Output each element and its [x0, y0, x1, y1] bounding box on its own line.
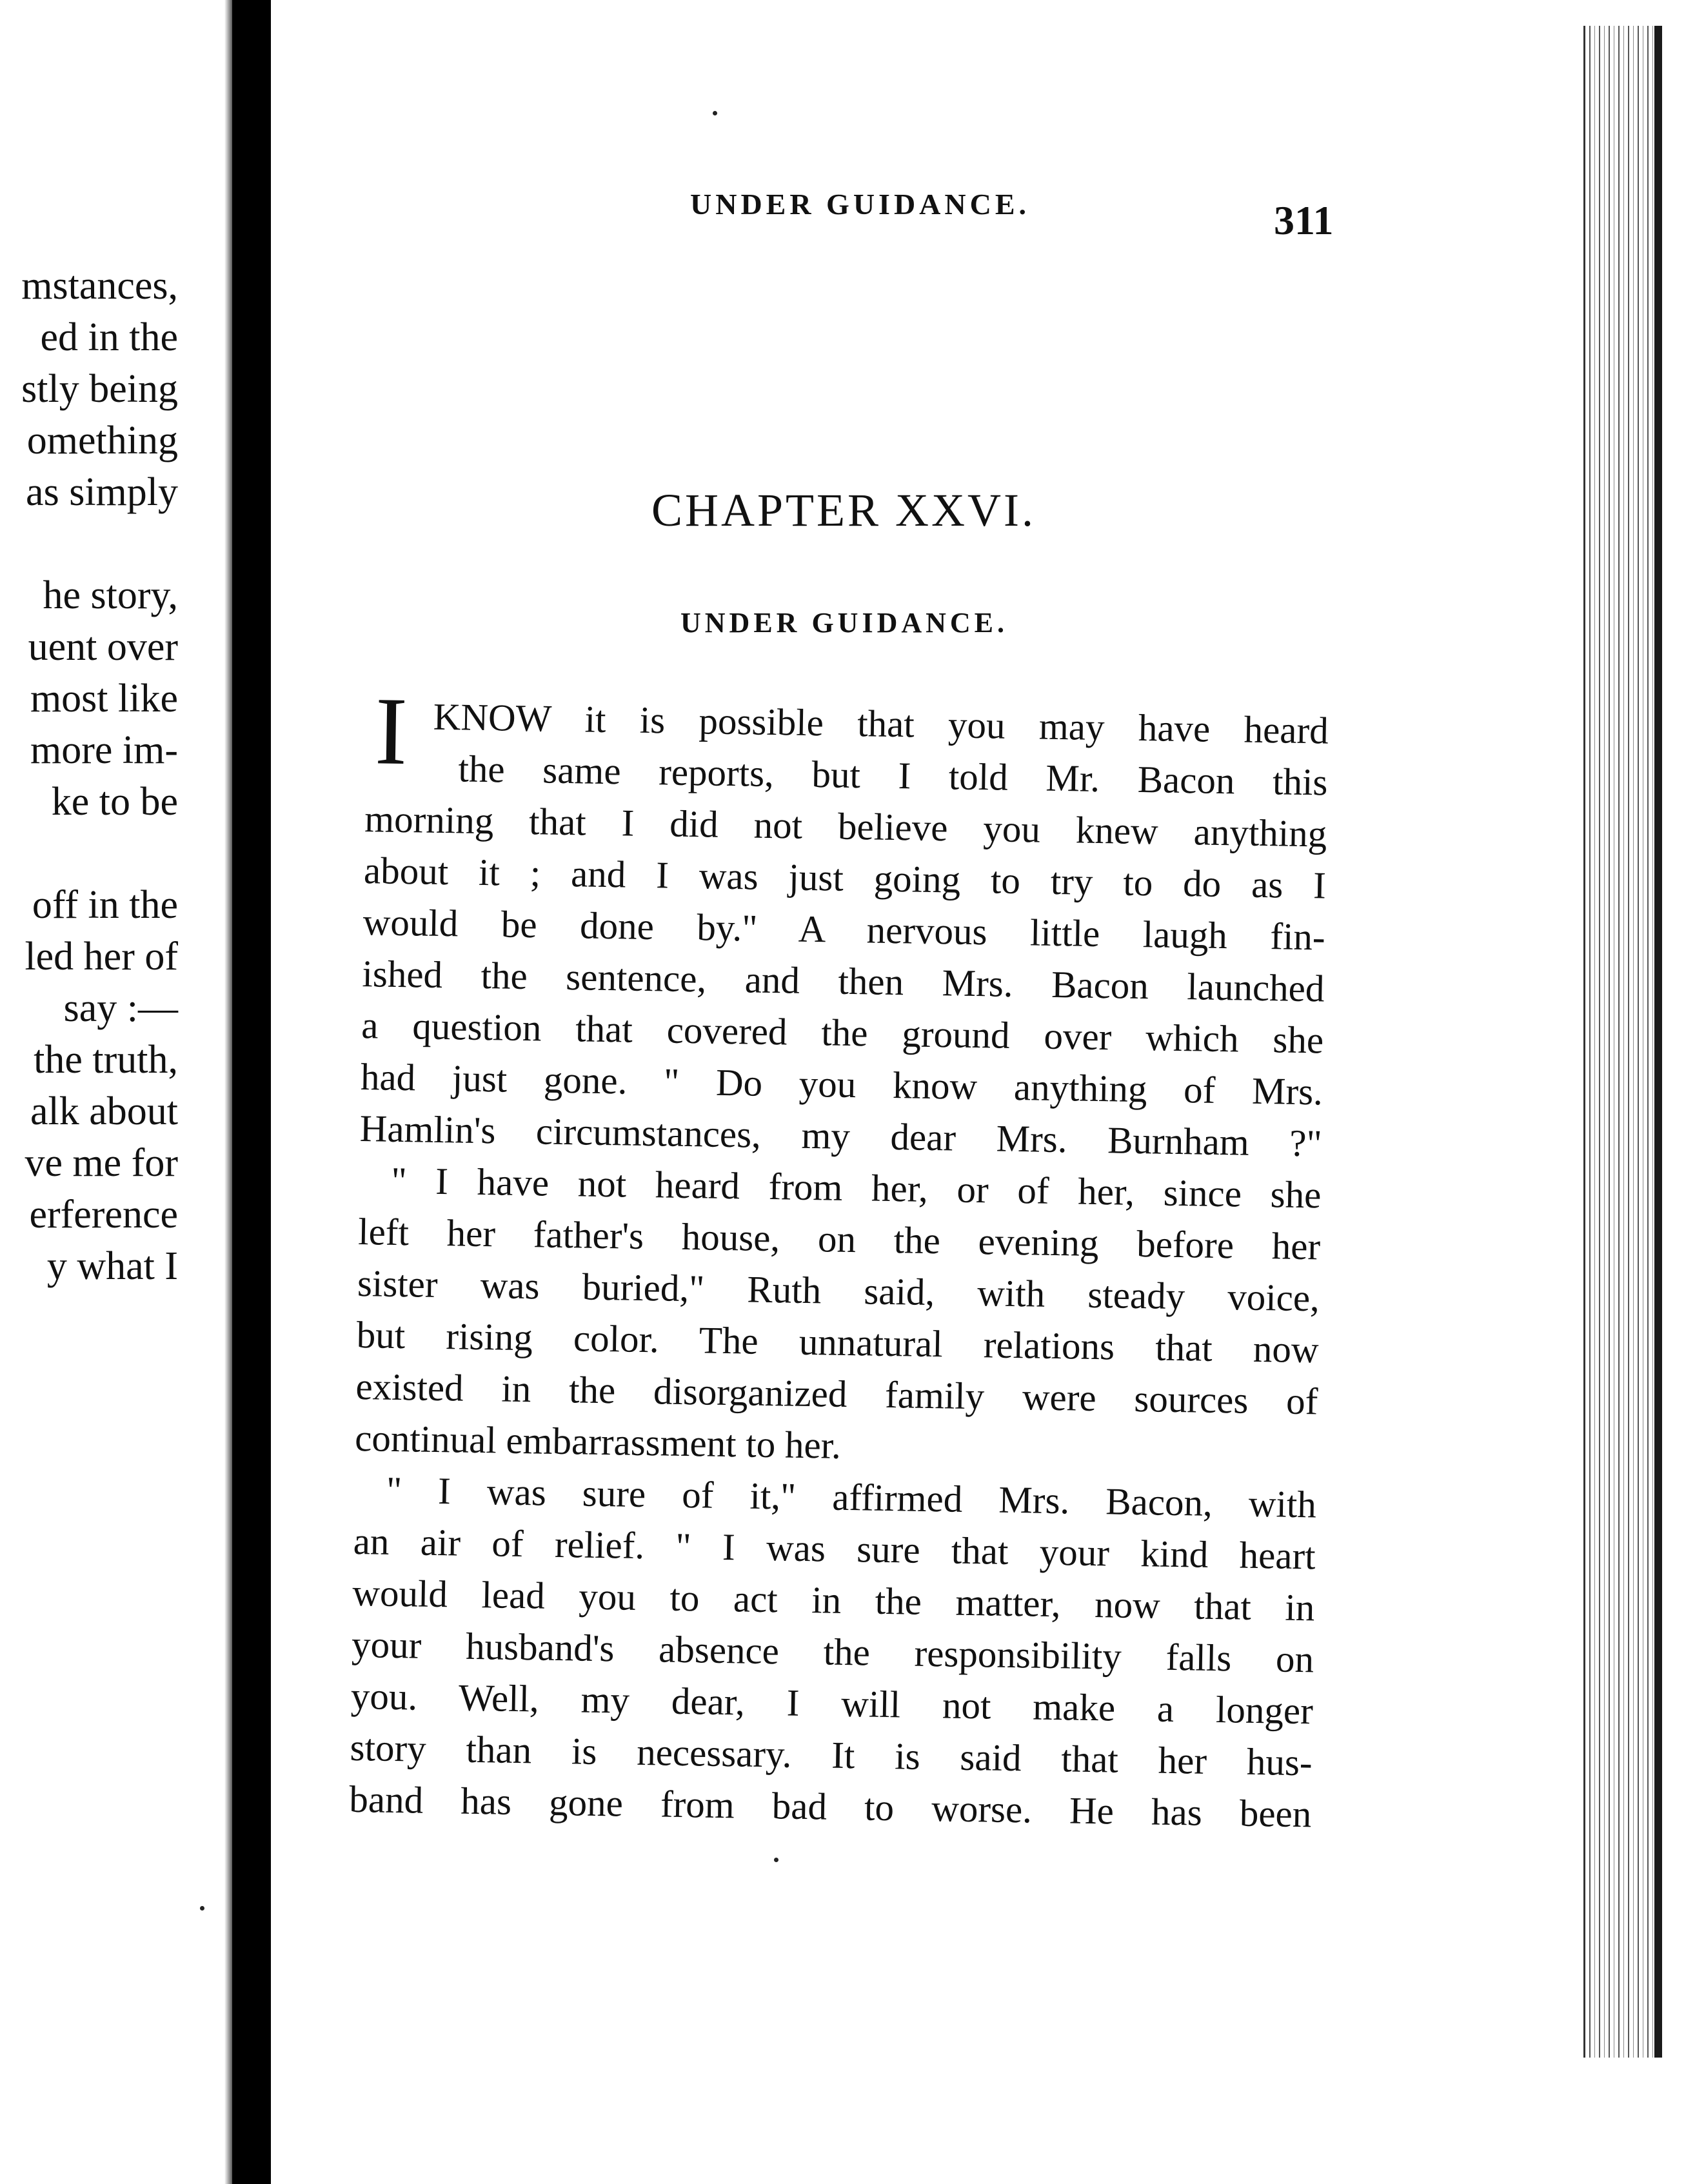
body-line: KNOW it is possible that you may have heard	[433, 695, 1329, 752]
body-line: story than is necessary. It is said that her hus-	[350, 1725, 1313, 1784]
body-line: band has gone from bad to worse. He has been	[348, 1777, 1312, 1836]
body-line: had just gone. " Do you know anything of Mrs.	[360, 1055, 1323, 1113]
body-line: the same reports, but I told Mr. Bacon this	[458, 747, 1328, 804]
left-line: y what I	[46, 1244, 178, 1288]
chapter-title: CHAPTER XXVI.	[651, 484, 1036, 536]
left-line: stly being	[21, 367, 178, 411]
body-line: would lead you to act in the matter, now that in	[352, 1571, 1315, 1629]
page-edges	[1583, 26, 1656, 2058]
left-line: he story,	[43, 573, 178, 617]
body-line: morning that I did not believe you knew anything	[364, 797, 1327, 855]
left-line: most like	[30, 677, 178, 720]
left-line: uent over	[28, 625, 178, 669]
left-line: erference	[29, 1193, 178, 1236]
body-line: left her father's house, on the evening before her	[357, 1210, 1321, 1268]
body-line: existed in the disorganized family were sources of	[355, 1365, 1318, 1423]
left-line: ed in the	[40, 315, 178, 359]
left-line: mstances,	[21, 264, 178, 308]
body-line: ished the sentence, and then Mrs. Bacon launched	[362, 952, 1325, 1010]
left-line: omething	[26, 419, 178, 462]
left-line: more im-	[30, 728, 178, 772]
body-line: an air of relief. " I was sure that your kind heart	[353, 1519, 1316, 1578]
left-line: alk about	[30, 1089, 178, 1133]
body-line: your husband's absence the responsibility falls on	[351, 1622, 1314, 1681]
speck	[200, 1906, 204, 1911]
left-line: led her of	[25, 935, 178, 978]
body-line: but rising color. The unnatural relations that now	[356, 1313, 1320, 1371]
body-line: a question that covered the ground over which she	[361, 1004, 1324, 1062]
body-line: would be done by." A nervous little laugh fin-	[362, 900, 1326, 958]
body-line: about it ; and I was just going to try to do as I	[363, 849, 1327, 907]
body-line: continual embarrassment to her.	[354, 1416, 842, 1467]
body-line: Hamlin's circumstances, my dear Mrs. Burnham ?"	[359, 1107, 1323, 1165]
body-line: sister was buried," Ruth said, with steady voice,	[357, 1262, 1320, 1320]
drop-cap: I	[374, 677, 408, 786]
left-line: ke to be	[51, 780, 178, 824]
running-head: UNDER GUIDANCE.	[690, 188, 1031, 221]
left-line: as simply	[26, 470, 178, 514]
speck	[713, 111, 717, 115]
left-line: the truth,	[34, 1038, 178, 1082]
book-gutter	[232, 0, 271, 2184]
chapter-subtitle: UNDER GUIDANCE.	[680, 607, 1009, 639]
body-line: " I was sure of it," affirmed Mrs. Bacon, with	[386, 1468, 1317, 1526]
body-line: " I have not heard from her, or of her, since she	[391, 1158, 1322, 1216]
left-facing-page	[0, 0, 232, 2184]
body-line: you. Well, my dear, I will not make a longer	[350, 1674, 1314, 1732]
left-line: ve me for	[25, 1141, 178, 1185]
left-line: off in the	[32, 883, 178, 927]
page-number: 311	[1274, 197, 1334, 243]
left-line: say :—	[63, 986, 178, 1030]
speck	[774, 1858, 778, 1862]
page-edges-shadow	[1654, 26, 1662, 2058]
